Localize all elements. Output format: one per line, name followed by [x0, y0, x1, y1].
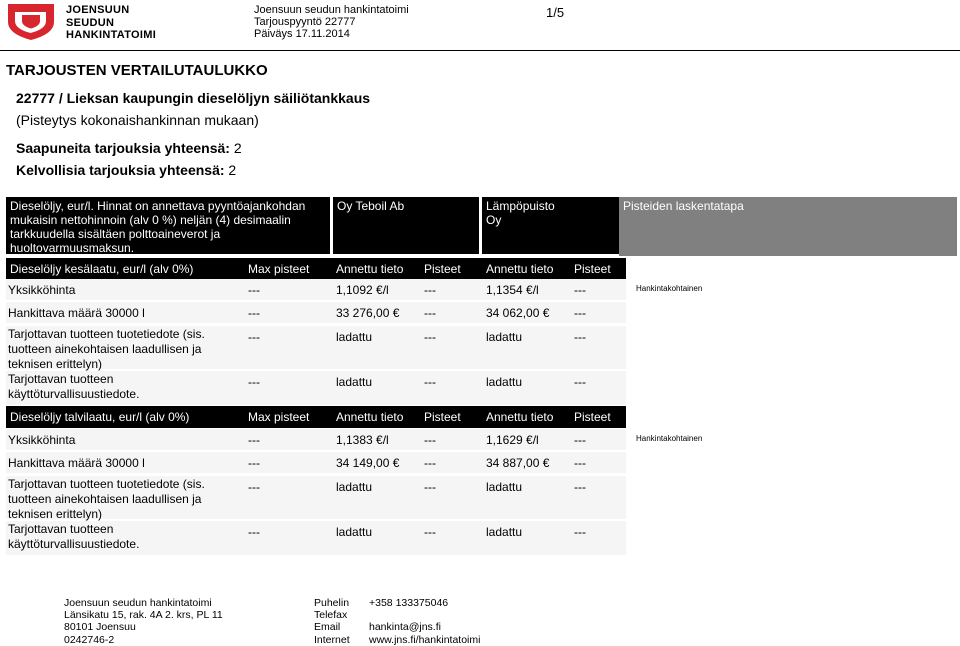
footer-address: Joensuun seudun hankintatoimi Länsikatu 15, rak. 4A 2. krs, PL 11 80101 Joensuu 0242746-2	[64, 597, 223, 646]
points-value-teboil: ---	[424, 480, 436, 494]
header-org: Joensuun seudun hankintatoimi	[254, 4, 409, 16]
header-divider	[0, 50, 960, 51]
header-date: Päiväys 17.11.2014	[254, 28, 350, 40]
points-value-teboil: ---	[424, 306, 436, 320]
points-header: Pisteet	[424, 262, 461, 276]
offer-value-lampopuisto: 34 062,00 €	[486, 306, 550, 320]
max-points-value: ---	[248, 433, 260, 447]
points-value-lampopuisto: ---	[574, 433, 586, 447]
table-row	[6, 279, 626, 300]
scoring-method-header: Pisteiden laskentatapa	[619, 197, 957, 256]
table-row	[6, 371, 626, 405]
offer-value-teboil: ladattu	[336, 330, 373, 344]
points-header: Pisteet	[574, 410, 611, 424]
section-header	[6, 258, 626, 280]
points-value-lampopuisto: ---	[574, 375, 586, 389]
row-label: Hankittava määrä 30000 l	[8, 306, 145, 320]
offer-value-teboil: 1,1092 €/l	[336, 283, 389, 297]
points-value-lampopuisto: ---	[574, 330, 586, 344]
points-value-teboil: ---	[424, 456, 436, 470]
points-value-teboil: ---	[424, 283, 436, 297]
received-offers: Saapuneita tarjouksia yhteensä: 2	[16, 140, 242, 156]
scoring-method: Hankintakohtainen	[636, 434, 703, 443]
offer-value-lampopuisto: 34 887,00 €	[486, 456, 550, 470]
points-header: Pisteet	[424, 410, 461, 424]
offer-value-teboil: ladattu	[336, 375, 373, 389]
row-label: Yksikköhinta	[8, 283, 76, 297]
valid-offers: Kelvollisia tarjouksia yhteensä: 2	[16, 162, 237, 178]
given-info-header: Annettu tieto	[336, 262, 404, 276]
points-value-teboil: ---	[424, 525, 436, 539]
page-title: TARJOUSTEN VERTAILUTAULUKKO	[6, 62, 268, 79]
offer-value-lampopuisto: ladattu	[486, 375, 523, 389]
page-number: 1/5	[546, 5, 565, 20]
table-row	[6, 452, 626, 473]
points-value-lampopuisto: ---	[574, 306, 586, 320]
footer-contact-values: +358 133375046 hankinta@jns.fi www.jns.fi/hankintatoimi	[369, 597, 481, 646]
row-label: Yksikköhinta	[8, 433, 76, 447]
offer-value-teboil: ladattu	[336, 480, 373, 494]
points-header: Pisteet	[574, 262, 611, 276]
row-label: Tarjottavan tuotteen käyttöturvallisuustiedote.	[8, 372, 140, 401]
offer-value-teboil: 1,1383 €/l	[336, 433, 389, 447]
offer-value-lampopuisto: 1,1629 €/l	[486, 433, 539, 447]
table-row	[6, 326, 626, 369]
max-points-value: ---	[248, 306, 260, 320]
row-label: Tarjottavan tuotteen tuotetiedote (sis. tuotteen ainekohtaisen laadullisen ja teknisen erittelyn)	[8, 327, 205, 371]
points-value-teboil: ---	[424, 330, 436, 344]
max-points-header: Max pisteet	[248, 410, 310, 424]
points-value-lampopuisto: ---	[574, 525, 586, 539]
product-header: Dieselöljy, eur/l. Hinnat on annettava pyyntöajankohdan mukaisin nettohinnoin (alv 0 %) neljän (4) desimaalin tarkkuudella sisältäen polttoaineverot ja huoltovarmuusmaksun.	[6, 197, 330, 254]
section-title: Dieselöljy kesälaatu, eur/l (alv 0%)	[10, 262, 194, 276]
section-header	[6, 406, 626, 428]
points-value-teboil: ---	[424, 375, 436, 389]
max-points-value: ---	[248, 480, 260, 494]
table-row	[6, 521, 626, 555]
scoring-note: (Pisteytys kokonaishankinnan mukaan)	[16, 112, 259, 128]
max-points-value: ---	[248, 375, 260, 389]
document-header	[254, 4, 409, 40]
row-label: Tarjottavan tuotteen käyttöturvallisuustiedote.	[8, 522, 140, 551]
given-info-header: Annettu tieto	[336, 410, 404, 424]
max-points-value: ---	[248, 456, 260, 470]
points-value-lampopuisto: ---	[574, 283, 586, 297]
given-info-header: Annettu tieto	[486, 262, 554, 276]
max-points-value: ---	[248, 283, 260, 297]
tender-subject: 22777 / Lieksan kaupungin dieselöljyn säiliötankkaus	[16, 90, 371, 106]
row-label: Tarjottavan tuotteen tuotetiedote (sis. tuotteen ainekohtaisen laadullisen ja teknisen erittelyn)	[8, 477, 205, 521]
section-title: Dieselöljy talvilaatu, eur/l (alv 0%)	[10, 410, 190, 424]
offer-value-lampopuisto: 1,1354 €/l	[486, 283, 539, 297]
points-value-lampopuisto: ---	[574, 480, 586, 494]
offer-value-teboil: 34 149,00 €	[336, 456, 400, 470]
header-tender: Tarjouspyyntö 22777	[254, 16, 356, 28]
table-row	[6, 302, 626, 323]
supplier-header-lampopuisto: Lämpöpuisto Oy	[482, 197, 626, 254]
max-points-value: ---	[248, 525, 260, 539]
offer-value-lampopuisto: ladattu	[486, 480, 523, 494]
points-value-lampopuisto: ---	[574, 456, 586, 470]
points-value-teboil: ---	[424, 433, 436, 447]
max-points-header: Max pisteet	[248, 262, 310, 276]
given-info-header: Annettu tieto	[486, 410, 554, 424]
offer-value-lampopuisto: ladattu	[486, 330, 523, 344]
max-points-value: ---	[248, 330, 260, 344]
table-row	[6, 429, 626, 450]
offer-value-teboil: 33 276,00 €	[336, 306, 400, 320]
table-row	[6, 476, 626, 519]
offer-value-teboil: ladattu	[336, 525, 373, 539]
footer-contact-labels: Puhelin Telefax Email Internet	[314, 597, 350, 646]
supplier-header-teboil: Oy Teboil Ab	[333, 197, 479, 254]
row-label: Hankittava määrä 30000 l	[8, 456, 145, 470]
offer-value-lampopuisto: ladattu	[486, 525, 523, 539]
logo-text: JOENSUUN SEUDUN HANKINTATOIMI	[66, 4, 157, 41]
scoring-method: Hankintakohtainen	[636, 284, 703, 293]
